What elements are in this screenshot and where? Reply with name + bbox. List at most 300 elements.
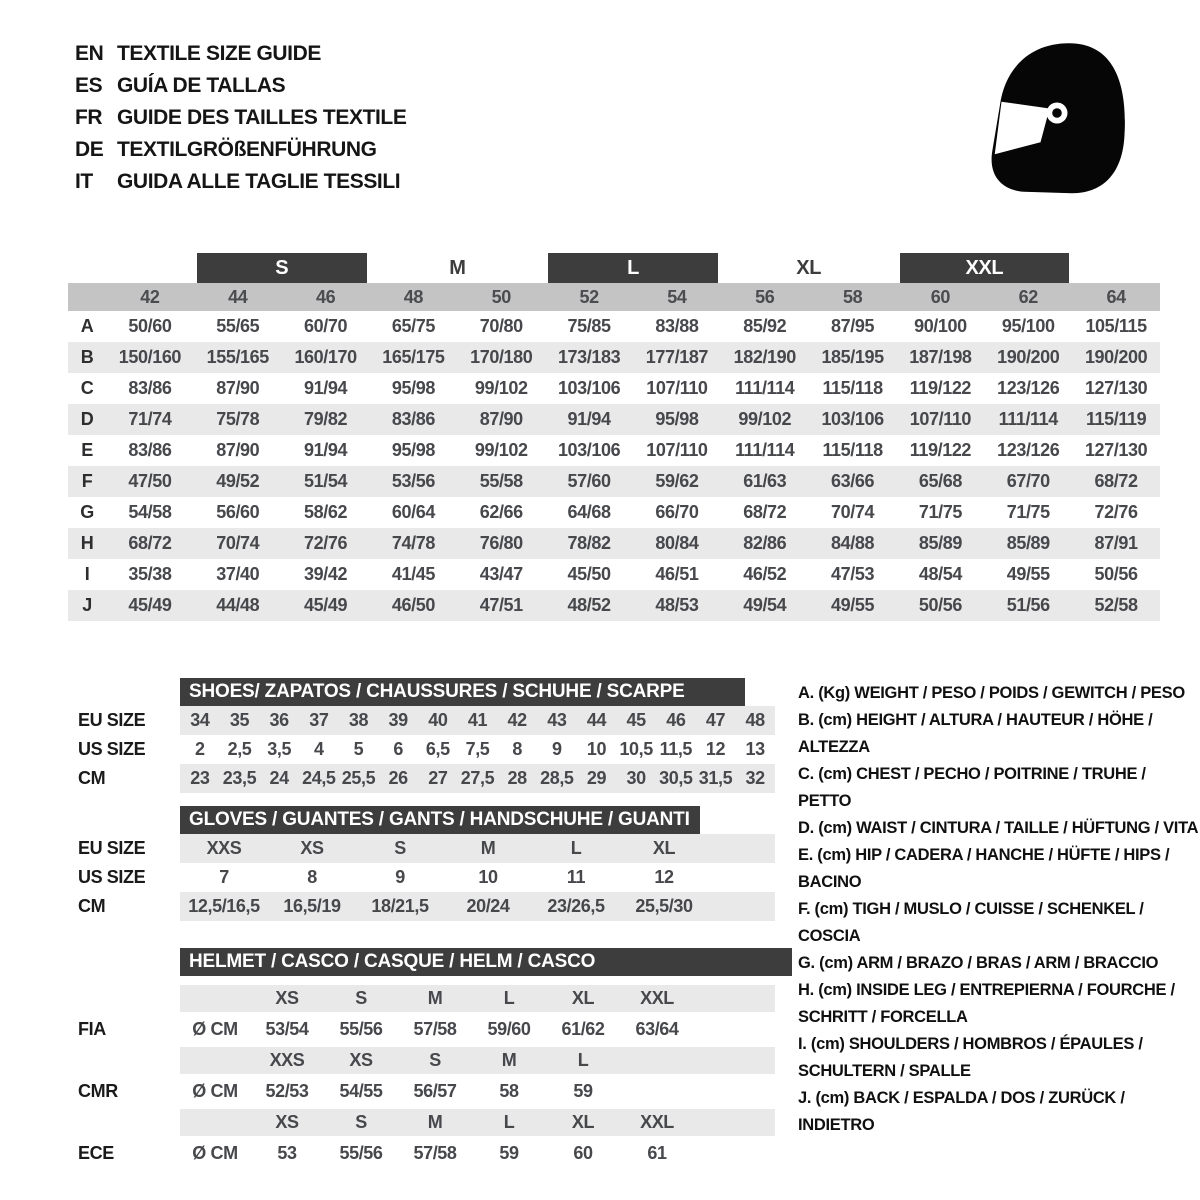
measurement-cell: 115/119 [1085, 409, 1147, 429]
language-code: EN [75, 42, 104, 65]
measurement-cell: 99/102 [738, 409, 792, 429]
row-letter: B [80, 347, 94, 367]
measurement-cell: 68/72 [128, 533, 172, 553]
measurement-cell: 105/115 [1085, 316, 1147, 336]
measurement-cell: 85/89 [918, 533, 962, 553]
shoe-us-size: 11,5 [659, 739, 693, 759]
measurement-cell: 50/56 [1094, 564, 1138, 584]
helmet-diameter: 61 [647, 1143, 667, 1163]
row-letter: F [81, 471, 93, 491]
textile-size-table [68, 253, 1160, 621]
glove-cm-size: 25,5/30 [635, 896, 693, 916]
language-code: FR [75, 106, 103, 129]
size-letter-l: L [548, 253, 718, 283]
measurement-cell: 123/126 [997, 440, 1060, 460]
table-row [68, 311, 1160, 342]
shoe-cm-size: 32 [745, 768, 765, 788]
table-row [68, 497, 1160, 528]
measurement-cell: 190/200 [1084, 347, 1148, 367]
measurement-cell: 127/130 [1084, 378, 1148, 398]
legend-unit: (cm) [818, 711, 852, 729]
measurement-cell: 79/82 [304, 409, 348, 429]
shoe-us-size: 4 [314, 739, 324, 759]
measurement-cell: 59/62 [655, 471, 699, 491]
measurement-cell: 64/68 [567, 502, 611, 522]
measurement-cell: 62/66 [479, 502, 523, 522]
measurement-cell: 87/90 [479, 409, 523, 429]
helmet-size: XS [275, 1112, 299, 1132]
measurement-cell: 103/106 [557, 378, 621, 398]
standard-name: CMR [78, 1081, 118, 1101]
helmet-size: M [501, 1050, 517, 1070]
size-letter-header-row [68, 253, 1160, 283]
legend-key: C. [798, 765, 814, 783]
legend-unit: (cm) [814, 900, 849, 918]
measurement-cell: 160/170 [294, 347, 357, 367]
language-row [75, 38, 406, 70]
measurement-cell: 47/51 [479, 595, 523, 615]
legend-unit: (cm) [818, 765, 852, 783]
shoe-eu-size: 47 [705, 710, 726, 730]
measurement-cell: 37/40 [216, 564, 260, 584]
shoe-cm-size: 24,5 [302, 768, 336, 788]
measurement-cell: 83/86 [128, 440, 172, 460]
shoe-us-size: 6,5 [425, 739, 450, 759]
helmet-size: XS [275, 988, 299, 1008]
shoe-cm-size: 29 [586, 768, 607, 788]
measurement-cell: 56/60 [216, 502, 260, 522]
shoe-us-size: 8 [512, 739, 522, 759]
measurement-cell: 51/54 [304, 471, 348, 491]
measurement-cell: 65/68 [918, 471, 962, 491]
measurement-cell: 165/175 [382, 347, 445, 367]
glove-cm-size: 16,5/19 [283, 896, 341, 916]
measurement-cell: 83/86 [391, 409, 435, 429]
language-row [75, 166, 406, 198]
row-letter: E [81, 440, 93, 460]
row-letter: G [80, 502, 94, 522]
measurement-cell: 45/49 [128, 595, 172, 615]
glove-cm-size: 23/26,5 [547, 896, 605, 916]
shoe-us-size: 2 [195, 739, 205, 759]
measurement-cell: 63/66 [831, 471, 875, 491]
row-letter: I [84, 564, 90, 584]
shoe-eu-size: 46 [666, 710, 686, 730]
glove-eu-size: L [570, 838, 582, 858]
standard-name: FIA [78, 1019, 106, 1039]
glove-cm-size: 12,5/16,5 [188, 896, 260, 916]
shoe-eu-size: 39 [388, 710, 408, 730]
shoe-eu-size: 44 [586, 710, 607, 730]
legend-unit: (Kg) [818, 684, 850, 702]
measurement-cell: 48/53 [655, 595, 699, 615]
legend-text: WAIST / CINTURA / TAILLE / HÜFTUNG / VITA [856, 819, 1199, 837]
measurement-cell: 83/88 [655, 316, 699, 336]
legend-unit: (cm) [818, 981, 852, 999]
legend-item [798, 896, 1200, 950]
legend-item [798, 977, 1200, 1031]
language-title: TEXTILE SIZE GUIDE [117, 42, 321, 65]
shoe-eu-size: 37 [309, 710, 329, 730]
legend-text: TIGH / MUSLO / CUISSE / SCHENKEL / COSCIA [798, 900, 1144, 945]
legend-key: B. [798, 711, 814, 729]
measurement-cell: 48/54 [918, 564, 962, 584]
measurement-cell: 49/55 [831, 595, 875, 615]
numeric-size: 44 [228, 287, 248, 307]
measurement-cell: 44/48 [216, 595, 260, 615]
helmet-diameter: 54/55 [339, 1081, 383, 1101]
measurement-cell: 103/106 [557, 440, 621, 460]
shoe-cm-size: 26 [388, 768, 408, 788]
measurement-cell: 47/50 [128, 471, 172, 491]
numeric-size: 60 [930, 287, 951, 307]
language-title-block [75, 38, 406, 198]
row-letter: A [80, 316, 94, 336]
shoe-cm-size: 23,5 [222, 768, 257, 788]
helmet-diameter: 57/58 [413, 1143, 457, 1163]
measurement-cell: 190/200 [997, 347, 1060, 367]
language-title: GUIDE DES TAILLES TEXTILE [117, 106, 407, 129]
measurement-legend [798, 680, 1200, 1139]
measurement-cell: 76/80 [479, 533, 523, 553]
legend-item [798, 1085, 1200, 1139]
measurement-cell: 43/47 [479, 564, 523, 584]
measurement-cell: 49/54 [743, 595, 787, 615]
helmet-size: L [577, 1050, 589, 1070]
measurement-cell: 187/198 [909, 347, 972, 367]
measurement-cell: 71/75 [1006, 502, 1050, 522]
shoe-cm-size: 27,5 [460, 768, 495, 788]
helmet-diameter: 63/64 [635, 1019, 679, 1039]
glove-us-size: 7 [219, 867, 229, 887]
numeric-size: 56 [755, 287, 775, 307]
helmet-size: XXS [269, 1050, 305, 1070]
table-row [68, 373, 1160, 404]
measurement-cell: 123/126 [997, 378, 1060, 398]
helmet-diameter: 59 [573, 1081, 593, 1101]
legend-item [798, 680, 1200, 707]
measurement-cell: 115/118 [822, 378, 883, 398]
table-row [68, 528, 1160, 559]
helmet-diameter: 53/54 [265, 1019, 309, 1039]
measurement-cell: 39/42 [304, 564, 348, 584]
measurement-cell: 49/52 [216, 471, 260, 491]
numeric-size: 50 [491, 287, 511, 307]
measurement-cell: 74/78 [391, 533, 435, 553]
helmet-diameter: 53 [277, 1143, 297, 1163]
numeric-size: 48 [403, 287, 424, 307]
helmet-sizes-row [180, 1109, 775, 1136]
helmet-diameter: 55/56 [339, 1019, 383, 1039]
measurement-cell: 99/102 [474, 440, 528, 460]
legend-text: WEIGHT / PESO / POIDS / GEWITCH / PESO [854, 684, 1185, 702]
shoe-us-size: 10,5 [619, 739, 653, 759]
helmet-size: M [427, 988, 443, 1008]
numeric-size: 64 [1106, 287, 1126, 307]
measurement-cell: 70/80 [479, 316, 523, 336]
helmet-diameter: 59/60 [487, 1019, 531, 1039]
language-row [75, 70, 406, 102]
glove-eu-size: M [480, 838, 496, 858]
measurement-cell: 99/102 [474, 378, 528, 398]
measurement-cell: 85/92 [743, 316, 787, 336]
legend-text: INSIDE LEG / ENTREPIERNA / FOURCHE / SCHRITT / FORCELLA [798, 981, 1175, 1026]
helmet-diameter: 60 [573, 1143, 593, 1163]
measurement-cell: 46/52 [743, 564, 787, 584]
shoe-cm-size: 28,5 [540, 768, 574, 788]
measurement-cell: 70/74 [831, 502, 875, 522]
shoe-eu-size: 40 [428, 710, 448, 730]
helmet-values-row [180, 1136, 775, 1171]
table-row [68, 559, 1160, 590]
helmet-size: XL [571, 1112, 595, 1132]
measurement-cell: 51/56 [1006, 595, 1050, 615]
shoes-cm-label: CM [78, 768, 106, 788]
language-code: DE [75, 138, 104, 161]
measurement-cell: 67/70 [1006, 471, 1050, 491]
measurement-cell: 49/55 [1006, 564, 1050, 584]
shoe-cm-size: 27 [428, 768, 448, 788]
helmet-size: XXL [640, 1112, 674, 1132]
helmet-size: L [503, 988, 515, 1008]
measurement-rows [68, 311, 1160, 621]
legend-text: SHOULDERS / HOMBROS / ÉPAULES / SCHULTERN / SPALLE [798, 1035, 1143, 1080]
shoe-us-size: 3,5 [267, 739, 292, 759]
helmet-size: L [503, 1112, 515, 1132]
helmet-size: XS [349, 1050, 373, 1070]
measurement-cell: 119/122 [909, 440, 972, 460]
table-row [68, 342, 1160, 373]
measurement-cell: 87/90 [216, 378, 260, 398]
helmet-diameter: 58 [499, 1081, 519, 1101]
legend-key: F. [798, 900, 811, 918]
measurement-cell: 47/53 [831, 564, 875, 584]
numeric-size-band [68, 283, 1160, 311]
row-letter: D [80, 409, 94, 429]
measurement-cell: 55/65 [216, 316, 260, 336]
measurement-cell: 91/94 [304, 440, 348, 460]
standard-name: ECE [78, 1143, 114, 1163]
language-code: ES [75, 74, 103, 97]
shoe-cm-size: 25,5 [341, 768, 376, 788]
numeric-size: 62 [1018, 287, 1038, 307]
gloves-eu-size-label: EU SIZE [78, 838, 146, 858]
helmet-diameter: 55/56 [339, 1143, 383, 1163]
measurement-cell: 170/180 [470, 347, 533, 367]
measurement-cell: 107/110 [909, 409, 972, 429]
measurement-cell: 107/110 [646, 378, 708, 398]
glove-us-size: 10 [478, 867, 498, 887]
legend-item [798, 761, 1200, 815]
diameter-unit: Ø CM [192, 1081, 238, 1101]
measurement-cell: 84/88 [831, 533, 875, 553]
measurement-cell: 66/70 [655, 502, 699, 522]
diameter-unit: Ø CM [192, 1019, 238, 1039]
shoe-cm-size: 31,5 [698, 768, 733, 788]
measurement-cell: 78/82 [567, 533, 611, 553]
shoe-cm-size: 28 [507, 768, 527, 788]
shoe-eu-size: 48 [745, 710, 765, 730]
helmet-sizes-row [180, 1047, 775, 1074]
language-title: GUIDA ALLE TAGLIE TESSILI [117, 170, 401, 193]
helmet-size: S [355, 988, 367, 1008]
helmet-diameter: 52/53 [265, 1081, 309, 1101]
measurement-cell: 65/75 [391, 316, 435, 336]
helmet-size: XL [571, 988, 595, 1008]
glove-us-size: 9 [395, 867, 405, 887]
table-row [68, 590, 1160, 621]
glove-us-size: 12 [654, 867, 674, 887]
measurement-cell: 54/58 [128, 502, 172, 522]
shoe-eu-size: 42 [507, 710, 527, 730]
measurement-cell: 91/94 [567, 409, 611, 429]
measurement-cell: 72/76 [304, 533, 348, 553]
size-letter-s: S [197, 253, 367, 283]
measurement-cell: 75/85 [567, 316, 611, 336]
legend-text: BACK / ESPALDA / DOS / ZURÜCK / INDIETRO [798, 1089, 1125, 1134]
measurement-cell: 119/122 [909, 378, 972, 398]
table-row [68, 404, 1160, 435]
row-letter: J [82, 595, 92, 615]
measurement-cell: 60/70 [304, 316, 348, 336]
table-row [68, 466, 1160, 497]
measurement-cell: 115/118 [822, 440, 883, 460]
measurement-cell: 57/60 [567, 471, 611, 491]
measurement-cell: 111/114 [735, 440, 795, 460]
measurement-cell: 41/45 [391, 564, 435, 584]
diameter-unit: Ø CM [192, 1143, 238, 1163]
measurement-cell: 87/90 [216, 440, 260, 460]
table-row [68, 435, 1160, 466]
legend-unit: (cm) [815, 1089, 850, 1107]
measurement-cell: 107/110 [646, 440, 708, 460]
legend-unit: (cm) [817, 846, 851, 864]
measurement-cell: 91/94 [304, 378, 348, 398]
measurement-cell: 50/56 [918, 595, 962, 615]
shoe-cm-size: 30,5 [659, 768, 693, 788]
legend-text: CHEST / PECHO / POITRINE / TRUHE / PETTO [798, 765, 1146, 810]
gloves-us-size-label: US SIZE [78, 867, 146, 887]
size-letter-xxl: XXL [900, 253, 1070, 283]
measurement-cell: 111/114 [735, 378, 795, 398]
shoe-us-size: 2,5 [227, 739, 252, 759]
legend-text: ARM / BRAZO / BRAS / ARM / BRACCIO [856, 954, 1159, 972]
shoe-eu-size: 43 [547, 710, 567, 730]
measurement-cell: 103/106 [821, 409, 884, 429]
measurement-cell: 95/98 [391, 440, 435, 460]
helmet-diameter: 61/62 [561, 1019, 605, 1039]
helmet-diameter: 57/58 [413, 1019, 457, 1039]
measurement-cell: 53/56 [391, 471, 435, 491]
measurement-cell: 46/51 [655, 564, 699, 584]
shoe-us-size: 9 [552, 739, 562, 759]
size-letter-m: M [449, 257, 466, 279]
shoe-us-size: 7,5 [465, 739, 490, 759]
measurement-cell: 111/114 [998, 409, 1058, 429]
shoes-eu-size-label: EU SIZE [78, 710, 146, 730]
sizes-spacer [180, 1047, 250, 1074]
measurement-cell: 61/63 [743, 471, 787, 491]
racing-helmet-icon [982, 35, 1132, 200]
measurement-cell: 45/50 [567, 564, 611, 584]
shoe-us-size: 6 [393, 739, 403, 759]
glove-eu-size: XXS [206, 838, 242, 858]
helmet-sizes-row [180, 985, 775, 1012]
legend-key: E. [798, 846, 813, 864]
measurement-cell: 150/160 [118, 347, 182, 367]
shoe-eu-size: 45 [626, 710, 646, 730]
shoe-eu-size: 41 [467, 710, 488, 730]
language-row [75, 134, 406, 166]
numeric-size: 52 [579, 287, 599, 307]
measurement-cell: 50/60 [128, 316, 172, 336]
sizes-spacer [180, 985, 250, 1012]
helmet-size: M [427, 1112, 443, 1132]
measurement-cell: 55/58 [479, 471, 523, 491]
measurement-cell: 177/187 [645, 347, 709, 367]
legend-text: HIP / CADERA / HANCHE / HÜFTE / HIPS / BACINO [798, 846, 1170, 891]
helmet-size: XXL [640, 988, 674, 1008]
measurement-cell: 71/74 [128, 409, 172, 429]
measurement-cell: 182/190 [733, 347, 796, 367]
helmet-section-header: HELMET / CASCO / CASQUE / HELM / CASCO [180, 948, 792, 976]
shoe-us-size: 10 [586, 739, 607, 759]
measurement-cell: 68/72 [743, 502, 787, 522]
legend-unit: (cm) [819, 954, 853, 972]
language-code: IT [75, 170, 93, 193]
shoe-eu-size: 35 [229, 710, 250, 730]
language-title: TEXTILGRÖßENFÜHRUNG [117, 138, 377, 161]
legend-text: HEIGHT / ALTURA / HAUTEUR / HÖHE / ALTEZZA [798, 711, 1153, 756]
gloves-section-header: GLOVES / GUANTES / GANTS / HANDSCHUHE / GUANTI [180, 806, 700, 834]
row-letter: C [80, 378, 94, 398]
numeric-size: 42 [140, 287, 160, 307]
measurement-cell: 87/91 [1094, 533, 1138, 553]
band-spacer [68, 283, 106, 311]
measurement-cell: 85/89 [1006, 533, 1050, 553]
language-title: GUÍA DE TALLAS [117, 74, 286, 97]
shoe-eu-size: 36 [269, 710, 289, 730]
measurement-cell: 82/86 [743, 533, 787, 553]
shoe-us-size: 12 [705, 739, 726, 759]
glove-eu-size: XL [652, 838, 676, 858]
legend-item [798, 1031, 1200, 1085]
measurement-cell: 90/100 [914, 316, 967, 336]
shoe-eu-size: 38 [348, 710, 369, 730]
numeric-size: 58 [842, 287, 863, 307]
measurement-cell: 95/98 [655, 409, 699, 429]
legend-key: J. [798, 1089, 812, 1107]
shoe-us-size: 13 [745, 739, 765, 759]
measurement-cell: 95/98 [391, 378, 435, 398]
legend-item [798, 950, 1200, 977]
legend-item [798, 707, 1200, 761]
helmet-values-row [180, 1074, 775, 1109]
measurement-cell: 52/58 [1094, 595, 1138, 615]
shoe-us-size: 5 [353, 739, 364, 759]
helmet-size: S [429, 1050, 441, 1070]
measurement-cell: 72/76 [1094, 502, 1138, 522]
measurement-cell: 95/100 [1001, 316, 1055, 336]
legend-unit: (cm) [810, 1035, 845, 1053]
shoe-eu-size: 34 [190, 710, 210, 730]
shoe-cm-size: 24 [269, 768, 289, 788]
measurement-cell: 68/72 [1094, 471, 1138, 491]
measurement-cell: 75/78 [216, 409, 260, 429]
row-letter: H [80, 533, 94, 553]
legend-key: H. [798, 981, 814, 999]
measurement-cell: 83/86 [128, 378, 172, 398]
